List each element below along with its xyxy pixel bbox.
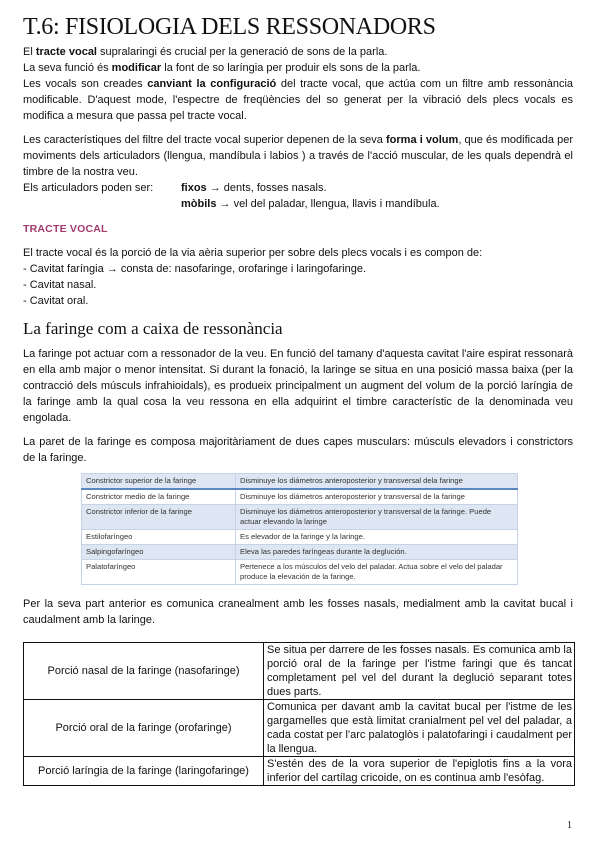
- porcio-description: Comunica per davant amb la cavitat bucal per l'istme de les gargamelles que està limitat cranialment pel vel del paladar, a cada costat per l'arc palatoglòs i palatofaringi i caudalment per la llengua.: [264, 700, 575, 757]
- table-row: [24, 757, 575, 786]
- text-run: El: [23, 46, 36, 58]
- muscle-name: Salpingofaríngeo: [82, 545, 236, 560]
- text-run: → dents, fosses nasals.: [206, 182, 327, 194]
- bold-term: canviant la configuració: [147, 78, 277, 90]
- articulators-mobile: [181, 196, 440, 212]
- text-run: Les vocals son creades: [23, 78, 148, 90]
- bold-term: forma i volum: [386, 134, 459, 146]
- text-run: La seva funció és: [23, 62, 112, 74]
- bold-term: tracte vocal: [35, 46, 97, 58]
- muscle-name: Constrictor medio de la faringe: [82, 489, 236, 505]
- text-run: Les característiques del filtre del tracte vocal superior depenen de la seva: [23, 134, 387, 146]
- muscle-name: Palatofaríngeo: [82, 560, 236, 585]
- text-run: la font de so laríngia per produir els sons de la parla.: [161, 62, 421, 74]
- table-row: [82, 530, 518, 545]
- table-row: [82, 545, 518, 560]
- muscle-name: Constrictor superior de la faringe: [82, 474, 236, 490]
- text-run: supralaringi és crucial per la generació de sons de la parla.: [97, 46, 388, 58]
- muscle-description: Eleva las paredes faríngeas durante la deglución.: [236, 545, 518, 560]
- section-heading-tracte-vocal: TRACTE VOCAL: [23, 223, 108, 235]
- porcio-name: Porció oral de la faringe (orofaringe): [24, 700, 264, 757]
- tracte-intro: El tracte vocal és la porció de la via aèria superior per sobre dels plecs vocals i es compon de:: [23, 247, 483, 259]
- muscle-description: Disminuye los diámetros anteroposterior y transversal dela faringe: [236, 474, 518, 490]
- table-row: [82, 505, 518, 530]
- muscle-name: Estilofaríngeo: [82, 530, 236, 545]
- table-row: [24, 700, 575, 757]
- list-item: - Cavitat oral.: [23, 295, 89, 307]
- porcio-name: Porció nasal de la faringe (nasofaringe): [24, 643, 264, 700]
- page-title: T.6: FISIOLOGIA DELS RESSONADORS: [23, 14, 436, 40]
- table-row: [82, 560, 518, 585]
- muscle-description: Disminuye los diámetros anteroposterior y transversal de la faringe. Puede actuar elevando la laringe: [236, 505, 518, 530]
- table-row: [82, 489, 518, 505]
- table-row: [82, 474, 518, 490]
- bold-term: modificar: [111, 62, 162, 74]
- filter-paragraph: [23, 132, 573, 180]
- components-list: [23, 261, 573, 309]
- intro-line-2: [23, 60, 573, 76]
- articulators-mobile-row: [23, 196, 573, 212]
- muscle-description: Disminuye los diámetros anteroposterior y transversal de la faringe: [236, 489, 518, 505]
- text-run: → vel del paladar, llengua, llavis i mandíbula.: [216, 198, 440, 210]
- spacer: [23, 196, 181, 212]
- muscle-description: Pertenece a los músculos del velo del paladar. Actua sobre el velo del paladar produce la elevación de la faringe.: [236, 560, 518, 585]
- intro-paragraph-vocals: [23, 76, 573, 124]
- intro-line-1: [23, 44, 573, 60]
- table-row: [24, 643, 575, 700]
- muscle-name: Constrictor inferior de la faringe: [82, 505, 236, 530]
- bold-term: mòbils: [181, 198, 217, 210]
- text-run: , que és modificada per moviments dels articuladors (llengua, mandíbula i labios ) a través de l'acció muscular, de les quals dependrà el timbre de la nostra veu.: [23, 134, 573, 178]
- comunica-paragraph: Per la seva part anterior es comunica cranealment amb les fosses nasals, medialment amb la cavitat bucal i caudalment amb la laringe.: [23, 598, 573, 626]
- bold-term: fixos: [181, 182, 207, 194]
- porcions-table: [23, 642, 575, 786]
- section-subtitle: La faringe com a caixa de ressonància: [23, 319, 283, 338]
- articulators-label: Els articuladors poden ser:: [23, 182, 154, 194]
- articulators-fixed: [181, 180, 327, 196]
- list-item: - Cavitat faríngia → consta de: nasofaringe, orofaringe i laringofaringe.: [23, 263, 367, 275]
- porcio-description: Se situa per darrere de les fosses nasals. Es comunica amb la porció oral de la faringe per l'istme faringi que és tancat completament pel vel del durant la deglució separant totes dues parts.: [264, 643, 575, 700]
- faringe-paragraph-1: La faringe pot actuar com a ressonador de la veu. En funció del tamany d'aquesta cavitat l'aire espirat ressonarà en ella amb major o menor intensitat. Si durant la fonació, la laringe se situa en una posició massa baixa (per la contracció dels músculs infrahioidals), es produeix principalment un augment del volum de la porció laríngia de la faringe amb la qual cosa la veu ressona en ella adquirint el timbre característic de la denominada veu engolada.: [23, 348, 573, 424]
- page-number: 1: [567, 820, 572, 831]
- muscles-table: [81, 473, 518, 585]
- list-item: - Cavitat nasal.: [23, 279, 97, 291]
- porcio-name: Porció laríngia de la faringe (laringofaringe): [24, 757, 264, 786]
- articulators-fixed-row: [23, 180, 573, 196]
- faringe-paragraph-2: La paret de la faringe es composa majoritàriament de dues capes musculars: músculs elevadors i constrictors de la faringe.: [23, 436, 573, 464]
- porcio-description: S'estén des de la vora superior de l'epiglotis fins a la vora inferior del cartílag cricoide, on es continua amb l'esòfag.: [264, 757, 575, 786]
- muscle-description: Es elevador de la faringe y la laringe.: [236, 530, 518, 545]
- text-run: del tracte vocal, que actúa com un filtre amb ressonància modificable. D'aquest mode, l'espectre de freqüències del so generat per la vibració dels plecs vocals es modifica a mesura que passa pel tracte vocal.: [23, 78, 574, 122]
